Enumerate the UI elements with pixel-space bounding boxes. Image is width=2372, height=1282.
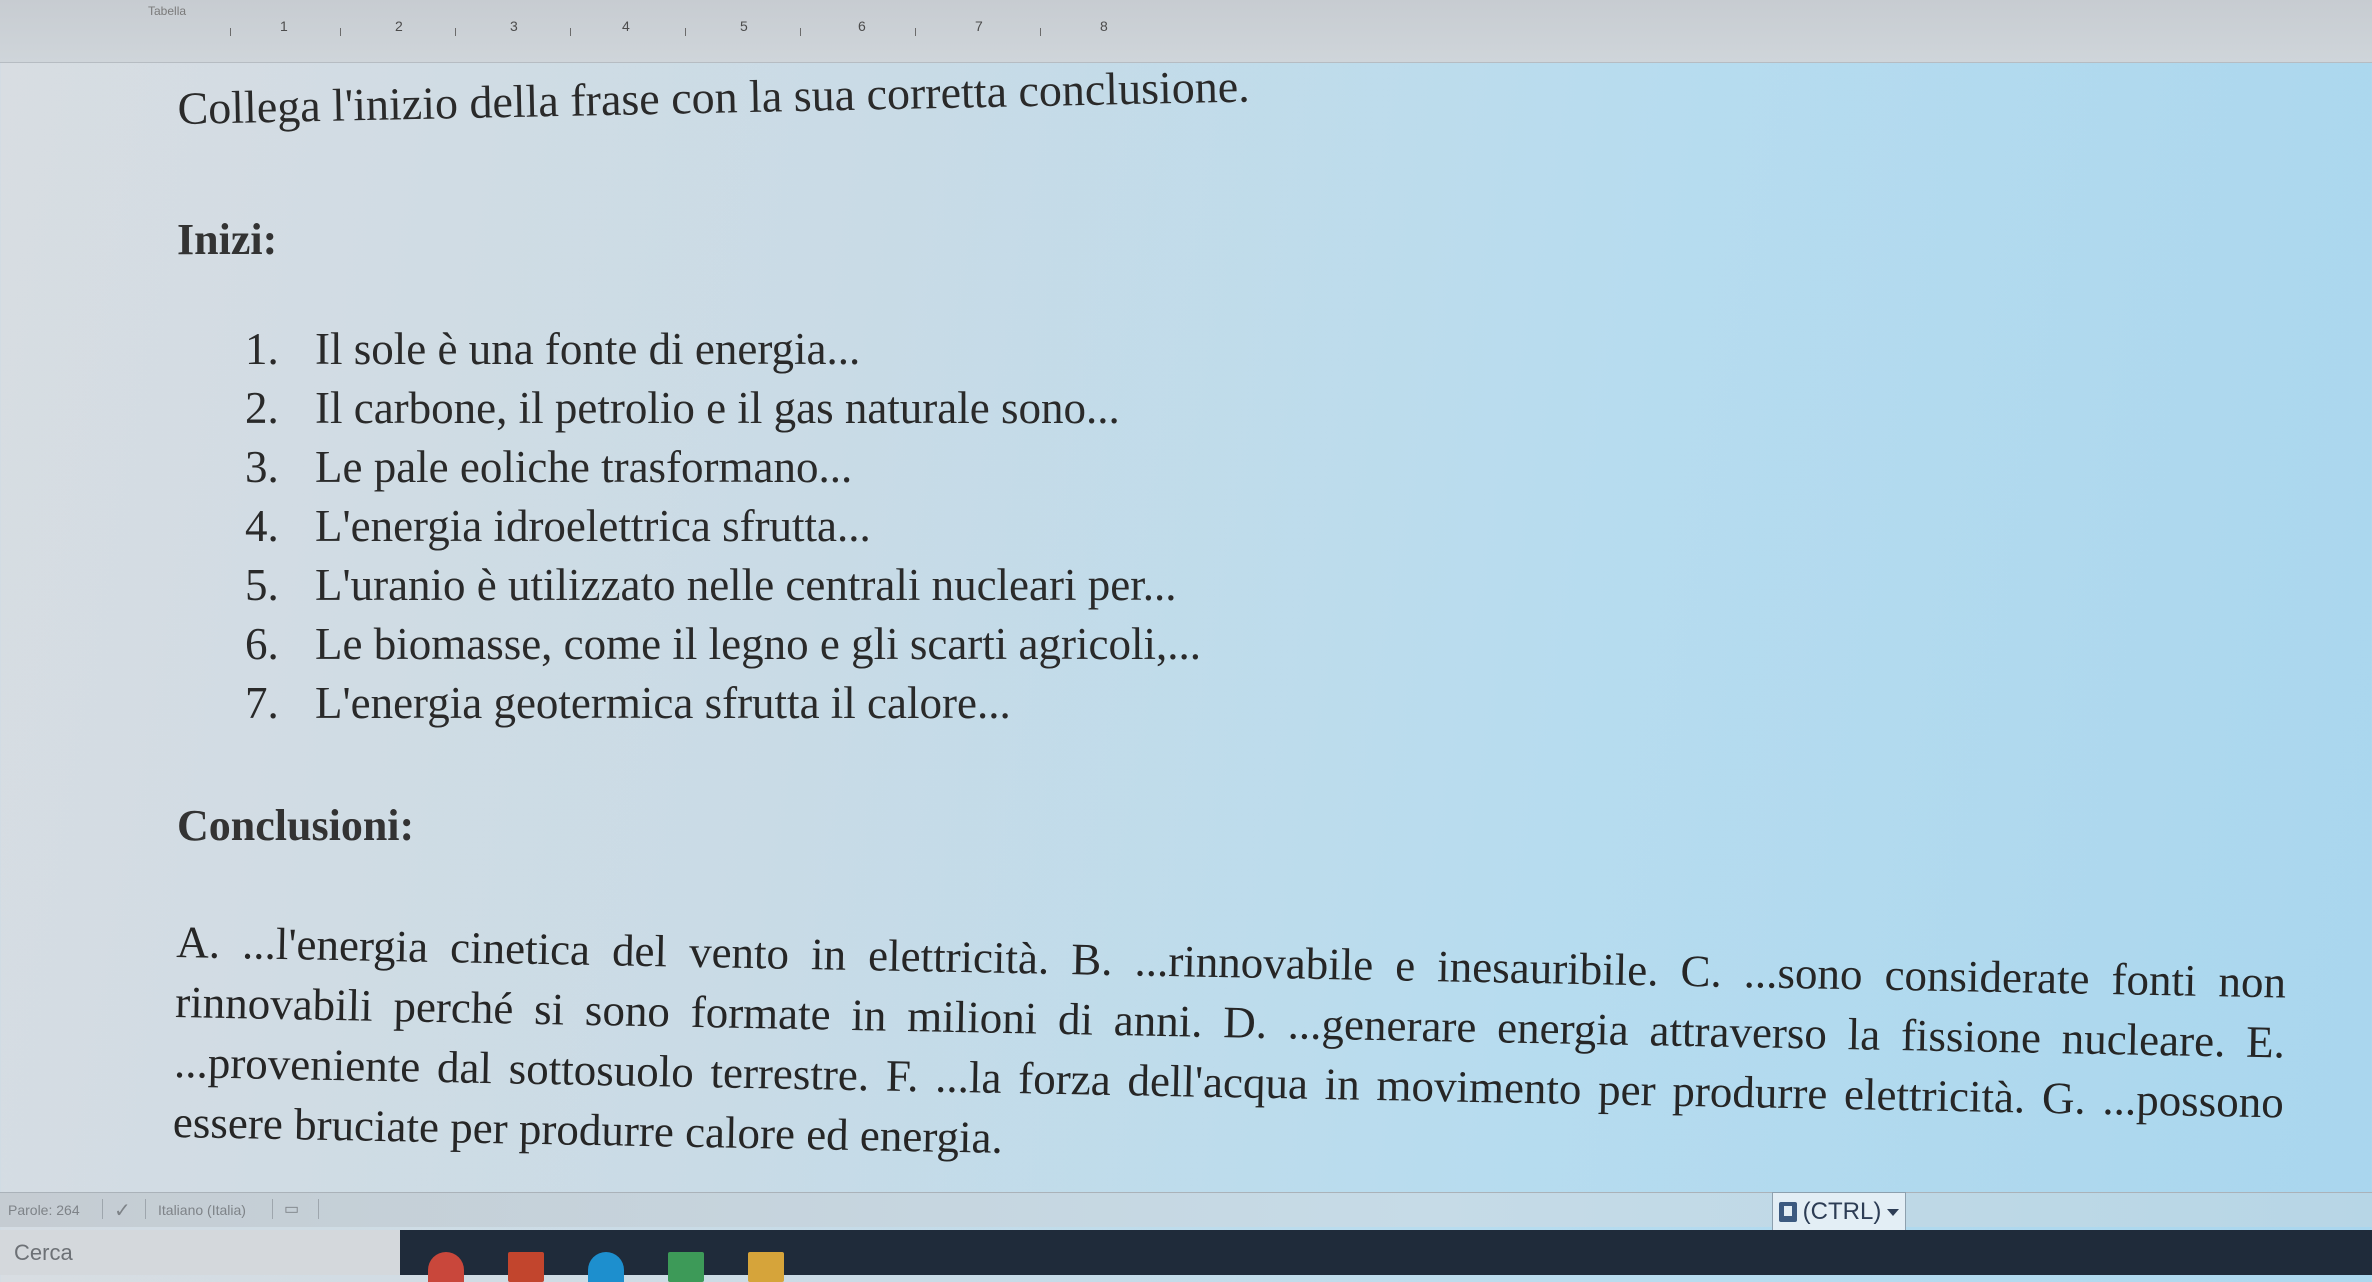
ruler-number: 8 — [1100, 18, 1108, 34]
list-item — [245, 615, 1201, 674]
status-divider — [102, 1199, 103, 1219]
list-item — [245, 674, 1201, 733]
status-divider — [272, 1199, 273, 1219]
document-page[interactable] — [0, 62, 2372, 1192]
ruler-number: 4 — [622, 18, 630, 34]
explorer-icon[interactable] — [748, 1252, 784, 1282]
ruler-number: 5 — [740, 18, 748, 34]
ruler-number: 2 — [395, 18, 403, 34]
store-icon[interactable] — [668, 1252, 704, 1282]
ruler-tick — [455, 28, 456, 36]
list-item-number: 7. — [245, 678, 279, 728]
list-item-text: Il carbone, il petrolio e il gas naturale sono... — [315, 383, 1120, 433]
horizontal-ruler[interactable] — [0, 0, 2372, 63]
list-item-number: 6. — [245, 619, 279, 669]
ruler-tick — [230, 28, 231, 36]
taskbar-search-box[interactable] — [0, 1230, 400, 1275]
paste-options-label: (CTRL) — [1802, 1198, 1882, 1225]
ruler-label: Tabella — [148, 4, 187, 18]
ruler-tick — [1040, 28, 1041, 36]
ruler-tick — [915, 28, 916, 36]
ruler-number: 6 — [858, 18, 866, 34]
edge-icon[interactable] — [588, 1252, 624, 1282]
chrome-icon[interactable] — [428, 1252, 464, 1282]
list-item-text: Le pale eoliche trasformano... — [315, 442, 853, 492]
status-divider — [318, 1199, 319, 1219]
search-placeholder: Cerca — [14, 1240, 73, 1265]
status-bar — [0, 1192, 2372, 1227]
clipboard-icon — [1779, 1202, 1797, 1222]
taskbar — [0, 1230, 2372, 1275]
list-item-text: L'energia geotermica sfrutta il calore... — [315, 678, 1011, 728]
ruler-tick — [340, 28, 341, 36]
ruler-number: 3 — [510, 18, 518, 34]
instruction-text: Collega l'inizio della frase con la sua corretta conclusione. — [177, 60, 1251, 134]
conclusioni-heading: Conclusioni: — [177, 801, 415, 850]
list-item-text: L'energia idroelettrica sfrutta... — [315, 501, 871, 551]
conclusioni-paragraph: A. ...l'energia cinetica del vento in elettricità. B. ...rinnovabile e inesauribile. C. ...sono considerate fonti non rinnovabili perché si sono formate in milioni di anni. D. ...generare energia attraverso la fissione nucleare. E. ...proveniente dal sottosuolo terrestre. F. ...la forza dell'acqua in movimento per produrre elettricità. G. ...possono essere bruciate per produrre calore ed energia. — [172, 916, 2287, 1163]
powerpoint-icon[interactable] — [508, 1252, 544, 1282]
ruler-number: 7 — [975, 18, 983, 34]
list-item-number: 3. — [245, 442, 279, 492]
inizi-heading: Inizi: — [177, 215, 278, 264]
ruler-tick — [685, 28, 686, 36]
word-count[interactable]: Parole: 264 — [8, 1202, 80, 1218]
ruler-tick — [570, 28, 571, 36]
ruler-tick — [800, 28, 801, 36]
list-item-text: Le biomasse, come il legno e gli scarti agricoli,... — [315, 619, 1201, 669]
list-item-number: 4. — [245, 501, 279, 551]
status-divider — [145, 1199, 146, 1219]
inizi-list — [245, 320, 1201, 733]
list-item — [245, 497, 1201, 556]
macro-record-icon[interactable]: ▭ — [284, 1201, 300, 1218]
chevron-down-icon — [1887, 1209, 1899, 1216]
list-item — [245, 379, 1201, 438]
language-indicator[interactable]: Italiano (Italia) — [158, 1202, 246, 1218]
paste-options-button[interactable] — [1772, 1192, 1906, 1232]
list-item-number: 2. — [245, 383, 279, 433]
ruler-number: 1 — [280, 18, 288, 34]
list-item-number: 5. — [245, 560, 279, 610]
list-item — [245, 438, 1201, 497]
list-item — [245, 320, 1201, 379]
proofing-icon[interactable]: ✓ — [114, 1200, 131, 1222]
list-item-text: Il sole è una fonte di energia... — [315, 324, 861, 374]
list-item — [245, 556, 1201, 615]
list-item-text: L'uranio è utilizzato nelle centrali nucleari per... — [315, 560, 1177, 610]
list-item-number: 1. — [245, 324, 279, 374]
